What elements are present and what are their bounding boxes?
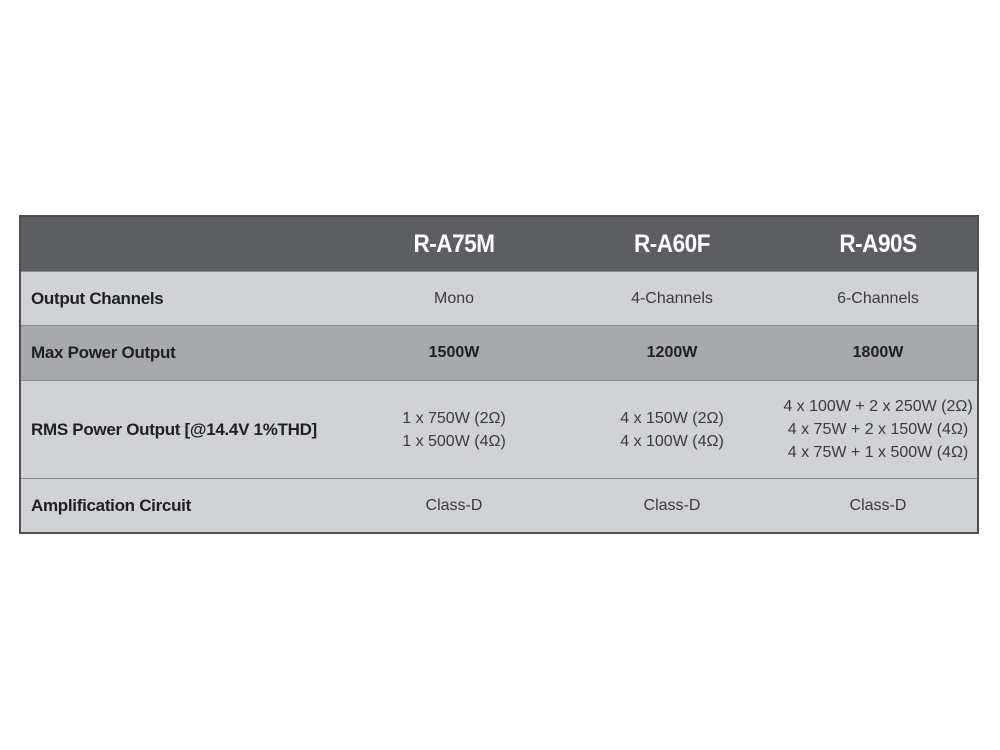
value-line: 4 x 150W (2Ω) [620, 409, 724, 427]
row-label: Amplification Circuit [31, 495, 191, 515]
table-row-rms-power-output [21, 380, 977, 478]
value-cell [343, 479, 565, 532]
value-line: Class-D [643, 497, 701, 514]
value-line: 6-Channels [837, 290, 919, 307]
row-label: Max Power Output [31, 343, 176, 362]
value-line: 4 x 75W + 1 x 500W (4Ω) [787, 444, 969, 461]
value-cell [779, 381, 977, 478]
value-cell [779, 479, 977, 532]
value-cell [565, 272, 779, 325]
value-line: 1 x 750W (2Ω) [402, 409, 506, 427]
model-header-r-a90s: R-A90S [839, 229, 917, 258]
model-header-r-a60f: R-A60F [633, 229, 711, 258]
value-line: Class-D [425, 497, 483, 514]
value-line: 1500W [428, 344, 480, 361]
row-label: RMS Power Output [@14.4V 1%THD] [31, 419, 317, 439]
value-line: 4-Channels [631, 290, 713, 307]
value-line: 4 x 100W + 2 x 250W (2Ω) [783, 398, 973, 415]
value-line: 1 x 500W (4Ω) [402, 432, 506, 450]
value-cell [565, 326, 779, 380]
header-empty-cell [37, 217, 327, 271]
value-line: 4 x 100W (4Ω) [620, 432, 724, 450]
model-header-r-a75m: R-A75M [413, 229, 495, 258]
value-line: Class-D [849, 497, 907, 514]
value-line: 1800W [852, 344, 904, 361]
table-row-output-channels [21, 271, 977, 325]
value-cell [779, 326, 977, 380]
value-cell [779, 272, 977, 325]
table-header-row [21, 217, 977, 271]
spec-table [19, 215, 979, 534]
value-line: 4 x 75W + 2 x 150W (4Ω) [787, 421, 969, 438]
value-cell [343, 381, 565, 478]
row-label: Output Channels [31, 288, 164, 308]
value-line: Mono [433, 290, 475, 307]
table-row-amplification-circuit [21, 478, 977, 532]
value-cell [343, 326, 565, 380]
table-row-max-power-output [21, 325, 977, 380]
value-cell [565, 381, 779, 478]
value-cell [565, 479, 779, 532]
value-cell [343, 272, 565, 325]
value-line: 1200W [646, 344, 698, 361]
